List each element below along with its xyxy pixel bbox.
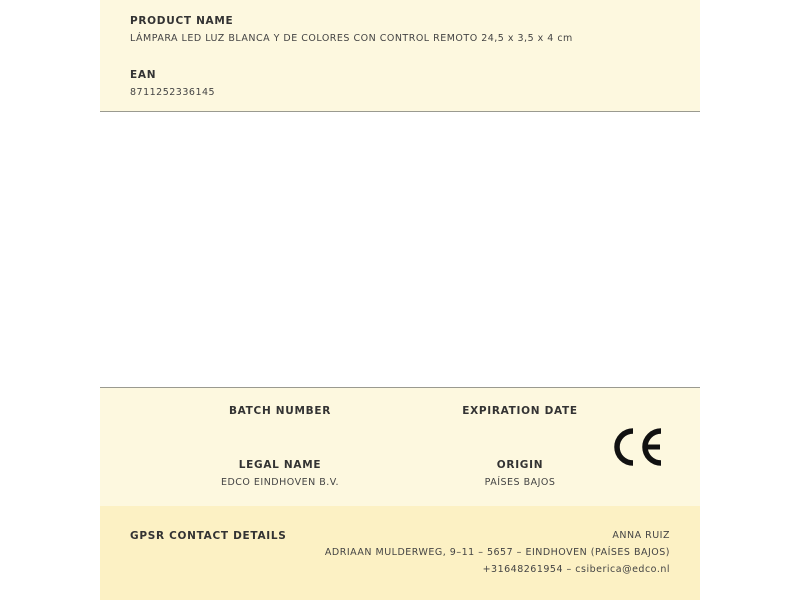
contact-address: ADRIAAN MULDERWEG, 9–11 – 5657 – EINDHOVEN (PAÍSES BAJOS) (324, 547, 670, 558)
gpsr-label: GPSR CONTACT DETAILS (130, 530, 287, 542)
product-info-panel (100, 0, 700, 112)
product-name-label: PRODUCT NAME (130, 15, 234, 27)
ean-label: EAN (130, 69, 157, 81)
batch-number-label: BATCH NUMBER (228, 405, 332, 417)
legal-name-label: LEGAL NAME (238, 459, 322, 471)
details-panel (100, 387, 700, 507)
product-name-value: LÁMPARA LED LUZ BLANCA Y DE COLORES CON CONTROL REMOTO 24,5 x 3,5 x 4 cm (130, 33, 573, 44)
origin-label: ORIGIN (496, 459, 544, 471)
ean-value: 8711252336145 (130, 87, 216, 98)
expiration-date-label: EXPIRATION DATE (462, 405, 578, 417)
blank-area (100, 112, 700, 387)
ce-mark-icon (611, 426, 667, 468)
contact-name: ANNA RUIZ (612, 530, 670, 541)
origin-value: PAÍSES BAJOS (484, 477, 556, 488)
legal-name-value: EDCO EINDHOVEN B.V. (220, 477, 340, 488)
gpsr-contact-panel (100, 506, 700, 600)
product-label-sheet (100, 0, 700, 600)
contact-phone-email: +31648261954 – csiberica@edco.nl (482, 564, 670, 575)
